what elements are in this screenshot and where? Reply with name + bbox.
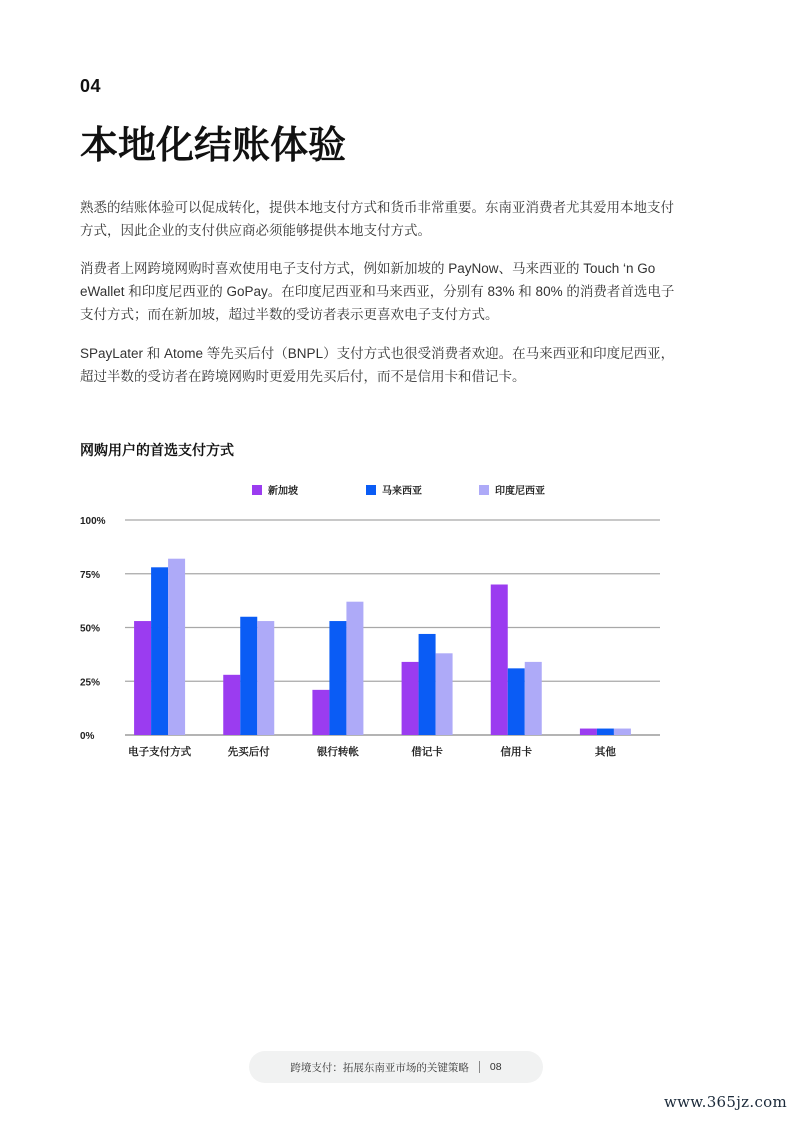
y-tick-label: 0% [80, 731, 95, 742]
legend-label: 马来西亚 [382, 486, 422, 497]
watermark: www.365jz.com [663, 1093, 787, 1111]
bar [525, 662, 542, 735]
x-tick-label: 借记卡 [411, 746, 443, 758]
legend-label: 印度尼西亚 [495, 486, 545, 497]
footer-divider [479, 1061, 480, 1073]
footer-title: 跨境支付：拓展东南亚市场的关键策略 [290, 1061, 469, 1074]
bar [257, 621, 274, 735]
bar [508, 668, 525, 735]
legend-swatch [366, 485, 376, 495]
x-tick-label: 其他 [594, 746, 616, 758]
y-tick-label: 50% [80, 623, 101, 635]
x-tick-label: 信用卡 [500, 746, 532, 758]
bar [346, 602, 363, 735]
bar [614, 729, 631, 735]
paragraph-1: 熟悉的结账体验可以促成转化，提供本地支付方式和货币非常重要。东南亚消费者尤其爱用本地支付方式，因此企业的支付供应商必须能够提供本地支付方式。 [80, 200, 674, 238]
bar [402, 662, 419, 735]
y-tick-label: 25% [80, 677, 101, 689]
y-tick-label: 75% [80, 569, 101, 581]
legend-swatch [479, 485, 489, 495]
y-tick-label: 100% [80, 516, 106, 527]
bar [597, 729, 614, 735]
bar [240, 617, 257, 735]
bar [223, 675, 240, 735]
legend-swatch [252, 485, 262, 495]
x-tick-label: 银行转帐 [316, 746, 359, 758]
footer [249, 1051, 543, 1083]
payment-preference-chart [70, 470, 670, 770]
bar [419, 634, 436, 735]
bar [134, 621, 151, 735]
chart-title: 网购用户的首选支付方式 [80, 442, 234, 458]
paragraph-3: SPayLater 和 Atome 等先买后付（BNPL）支付方式也很受消费者欢迎。在马来西亚和印度尼西亚，超过半数的受访者在跨境网购时更爱用先买后付，而不是信用卡和借记卡。 [80, 346, 675, 384]
x-tick-label: 电子支付方式 [128, 746, 192, 758]
legend-label: 新加坡 [268, 486, 298, 497]
bar [580, 729, 597, 735]
footer-page-number: 08 [489, 1061, 502, 1073]
bar [436, 653, 453, 735]
x-tick-label: 先买后付 [227, 746, 270, 758]
section-number: 04 [80, 76, 102, 96]
bar [491, 585, 508, 736]
bar [168, 559, 185, 735]
bar [312, 690, 329, 735]
paragraph-2: 消费者上网跨境网购时喜欢使用电子支付方式，例如新加坡的 PayNow、马来西亚的 Touch ‘n Go eWallet 和印度尼西亚的 GoPay。在印度尼西亚和马来西亚，分别有 83% 和 80% 的消费者首选电子支付方式；而在新加坡，超过半数的受访者表示更喜欢电子支付方式。 [80, 261, 675, 322]
page-title: 本地化结账体验 [80, 125, 347, 167]
bar [329, 621, 346, 735]
bar [151, 567, 168, 735]
